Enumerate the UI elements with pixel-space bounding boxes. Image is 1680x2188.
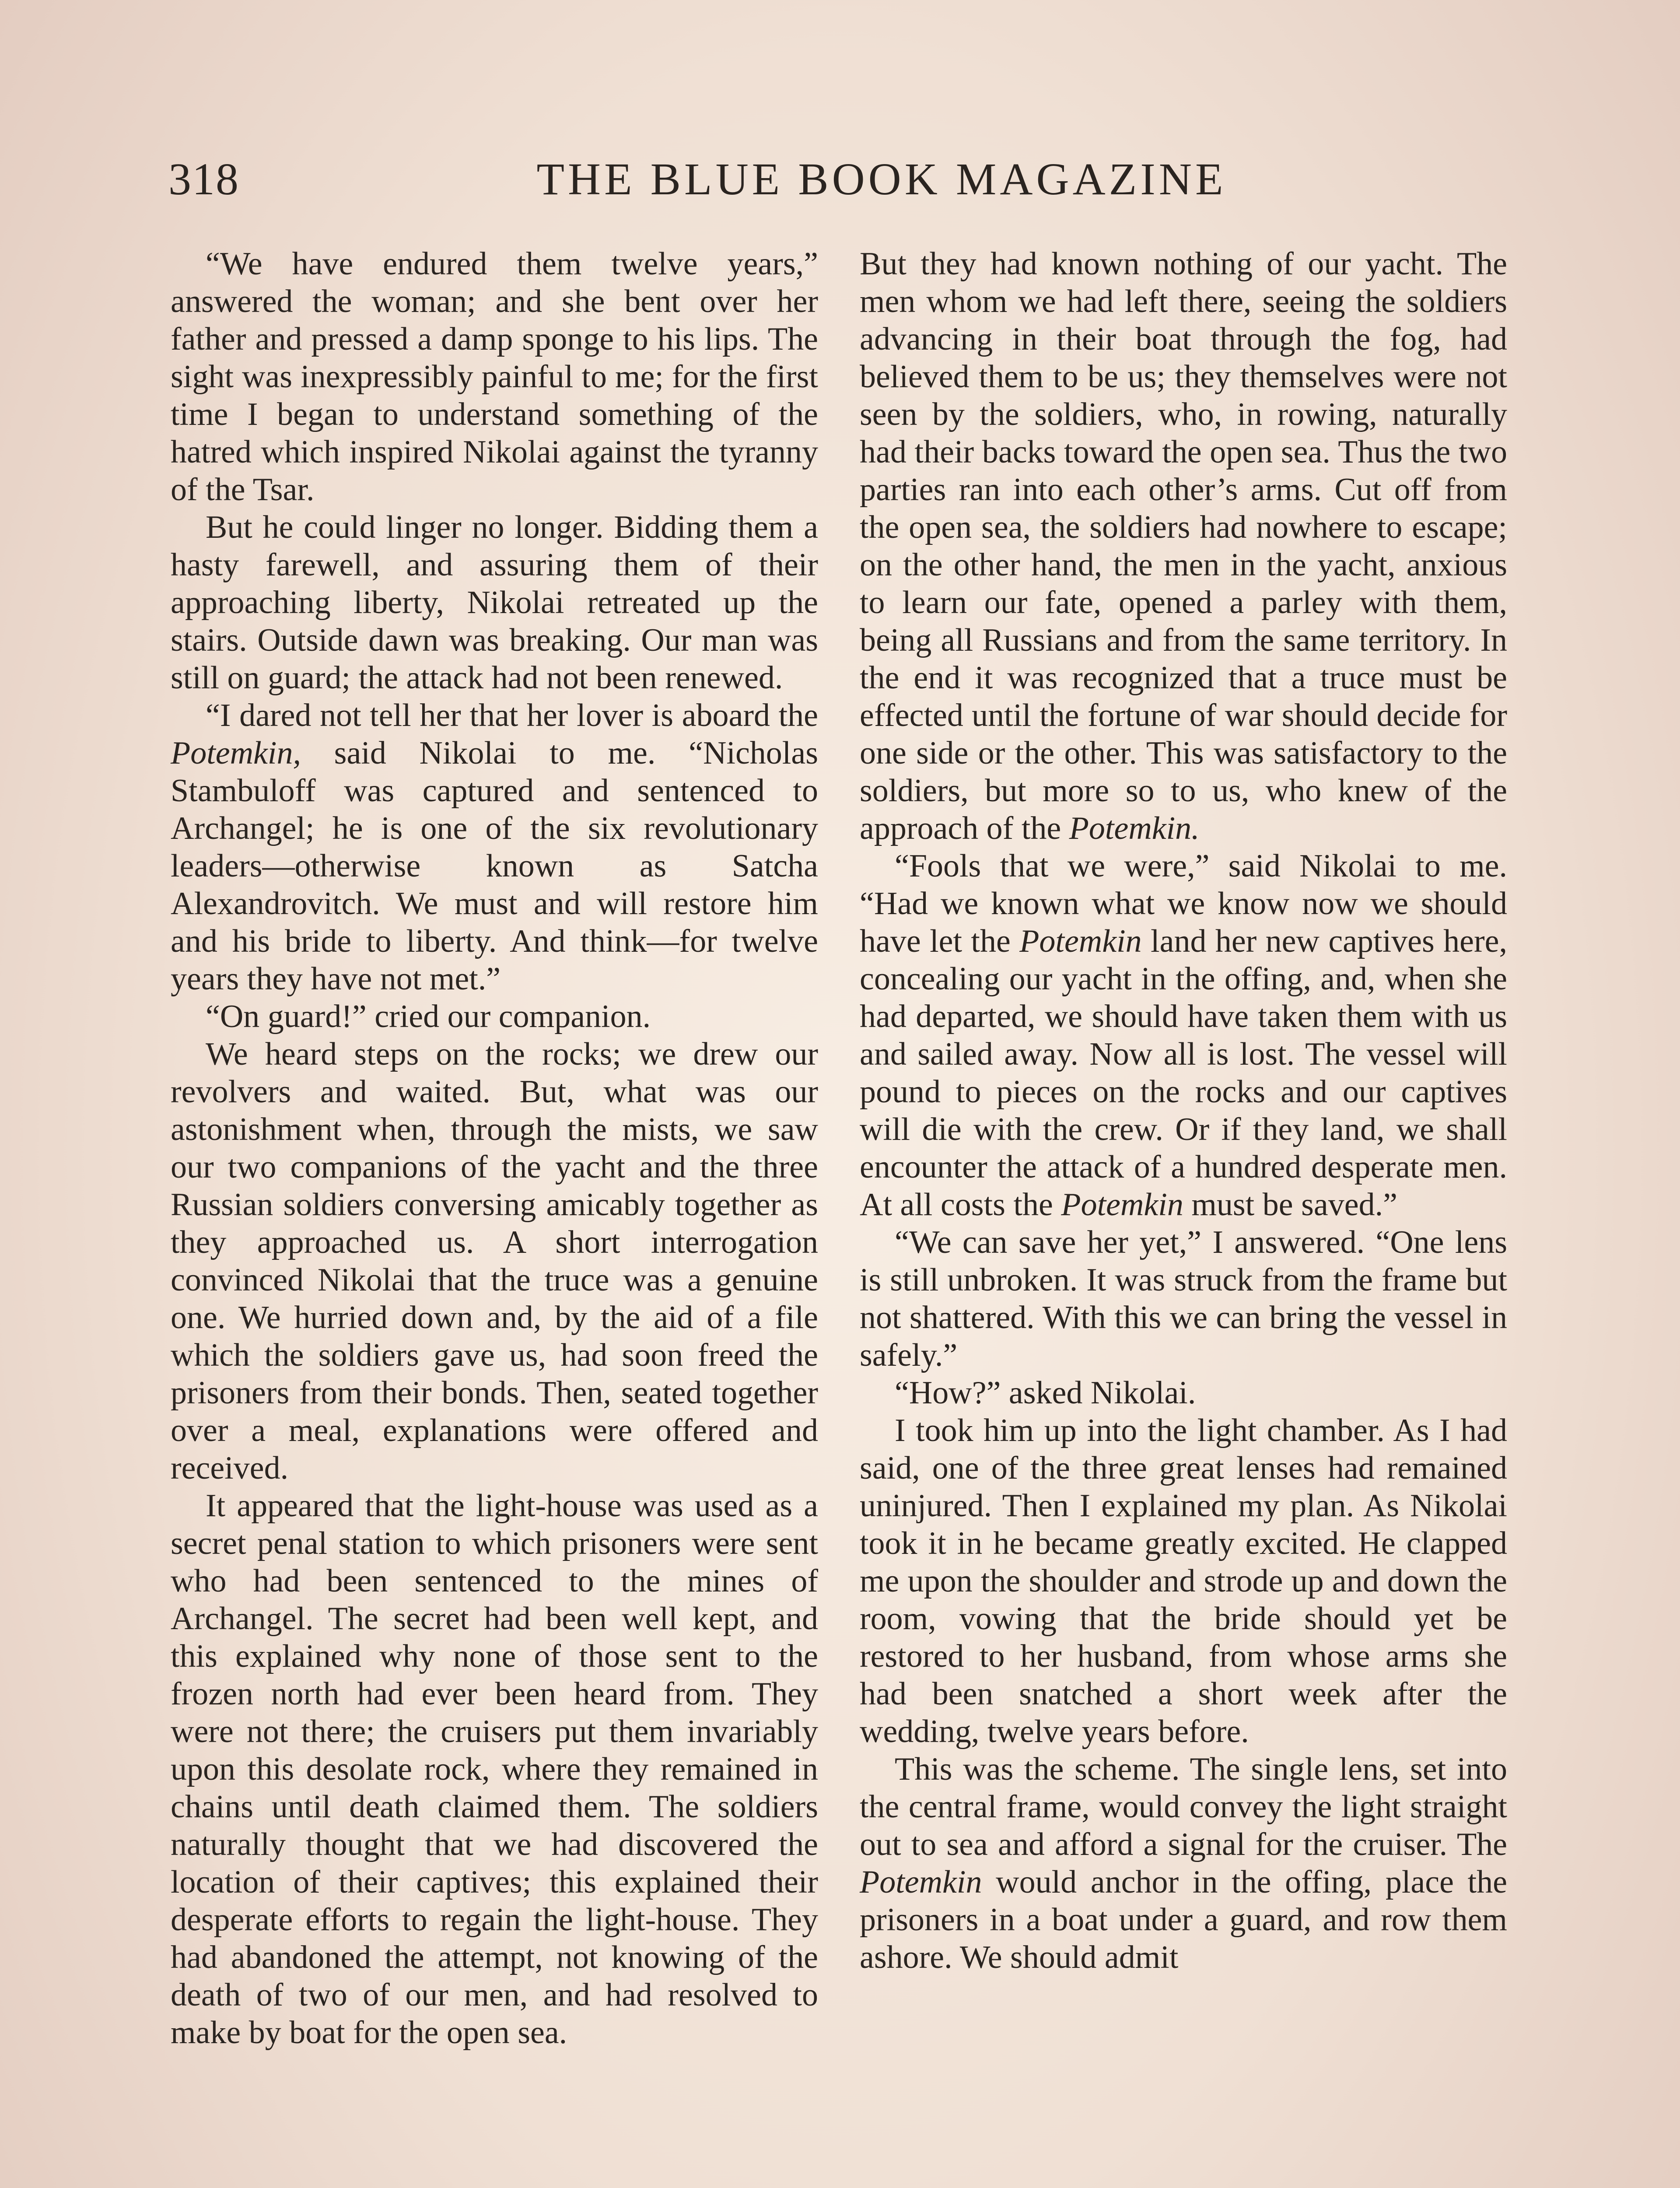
- text-run: would anchor in the offing, place the prisoners in a boat under a guard, and row them ashore. We should admit: [860, 1864, 1507, 1975]
- italic-text: Potemkin,: [171, 735, 301, 771]
- text-run: “We can save her yet,” I answered. “One lens is still unbroken. It was struck from the frame but not shattered. With this we can bring the vessel in safely.”: [860, 1224, 1507, 1373]
- text-run: It appeared that the light-house was used as a secret penal station to which prisoners were sent who had been sentenced to the mines of Archangel. The secret had been well kept, and this explained why none of those sent to the frozen north had ever been heard from. They were not there; the cruisers put them invariably upon this desolate rock, where they remained in chains until death claimed them. The soldiers naturally thought that we had discovered the location of their captives; this explained their desperate efforts to regain the light-house. They had abandoned the attempt, not knowing of the death of two of our men, and had resolved to make by boat for the open sea.: [171, 1488, 818, 2051]
- italic-text: Potemkin.: [1069, 810, 1200, 846]
- running-title: THE BLUE BOOK MAGAZINE: [536, 154, 1227, 204]
- italic-text: Potemkin: [1019, 923, 1142, 959]
- paragraph: [860, 1374, 1507, 1412]
- paragraph: [860, 1224, 1507, 1374]
- text-run: “I dared not tell her that her lover is aboard the: [206, 698, 818, 733]
- text-run: This was the scheme. The single lens, set into the central frame, would convey the light straight out to sea and afford a signal for the cruiser. The: [860, 1751, 1507, 1862]
- paragraph: [860, 847, 1507, 1224]
- paragraph: [171, 1035, 818, 1487]
- page-number: 318: [168, 154, 239, 204]
- italic-text: Potemkin: [1061, 1187, 1183, 1223]
- text-run: said Nikolai to me. “Nicholas Stambuloff was captured and sentenced to Archangel; he is one of the six revolutionary leaders—otherwise known as Satcha Alexandrovitch. We must and will restore him and his bride to liberty. And think—for twelve years they have not met.”: [171, 735, 818, 997]
- right-text-column: [860, 245, 1507, 1976]
- paragraph: [860, 1750, 1507, 1976]
- text-run: “Fools that we were,” said Nikolai to me. “Had we known what we know now we should have let the: [860, 848, 1507, 959]
- text-run: But he could linger no longer. Bidding them a hasty farewell, and assuring them of their approaching liberty, Nikolai retreated up the stairs. Outside dawn was breaking. Our man was still on guard; the attack had not been renewed.: [171, 509, 818, 696]
- paragraph: [171, 508, 818, 697]
- text-run: We heard steps on the rocks; we drew our revolvers and waited. But, what was our astonishment when, through the mists, we saw our two companions of the yacht and the three Russian soldiers conversing amicably together as they approached us. A short interrogation convinced Nikolai that the truce was a genuine one. We hurried down and, by the aid of a file which the soldiers gave us, had soon freed the prisoners from their bonds. Then, seated together over a meal, explanations were offered and received.: [171, 1036, 818, 1486]
- text-run: “On guard!” cried our companion.: [206, 999, 651, 1034]
- paragraph: [860, 245, 1507, 847]
- text-run: “How?” asked Nikolai.: [895, 1375, 1196, 1411]
- text-run: must be saved.”: [1183, 1187, 1397, 1223]
- paragraph: [171, 245, 818, 508]
- text-run: I took him up into the light chamber. As I had said, one of the three great lenses had remained uninjured. Then I explained my plan. As Nikolai took it in he became greatly excited. He clapped me upon the shoulder and strode up and down the room, vowing that the bride should yet be restored to her husband, from whose arms she had been snatched a short week after the wedding, twelve years before.: [860, 1413, 1507, 1750]
- paragraph: [171, 697, 818, 998]
- left-text-column: [171, 245, 818, 2051]
- paragraph: [860, 1412, 1507, 1750]
- italic-text: Potemkin: [860, 1864, 982, 1900]
- text-run: “We have endured them twelve years,” answered the woman; and she bent over her father and pressed a damp sponge to his lips. The sight was inexpressibly painful to me; for the first time I began to understand something of the hatred which inspired Nikolai against the tyranny of the Tsar.: [171, 246, 818, 508]
- text-run: land her new captives here, concealing our yacht in the offing, and, when she had departed, we should have taken them with us and sailed away. Now all is lost. The vessel will pound to pieces on the rocks and our captives will die with the crew. Or if they land, we shall encounter the attack of a hundred desperate men. At all costs the: [860, 923, 1508, 1223]
- paragraph: [171, 1487, 818, 2051]
- page-header: [168, 144, 1472, 214]
- text-run: But they had known nothing of our yacht. The men whom we had left there, seeing the soldiers advancing in their boat through the fog, had believed them to be us; they themselves were not seen by the soldiers, who, in rowing, naturally had their backs toward the open sea. Thus the two parties ran into each other’s arms. Cut off from the open sea, the soldiers had nowhere to escape; on the other hand, the men in the yacht, anxious to learn our fate, opened a parley with them, being all Russians and from the same territory. In the end it was recognized that a truce must be effected until the fortune of war should decide for one side or the other. This was satisfactory to the soldiers, but more so to us, who knew of the approach of the: [860, 246, 1507, 846]
- paragraph: [171, 998, 818, 1035]
